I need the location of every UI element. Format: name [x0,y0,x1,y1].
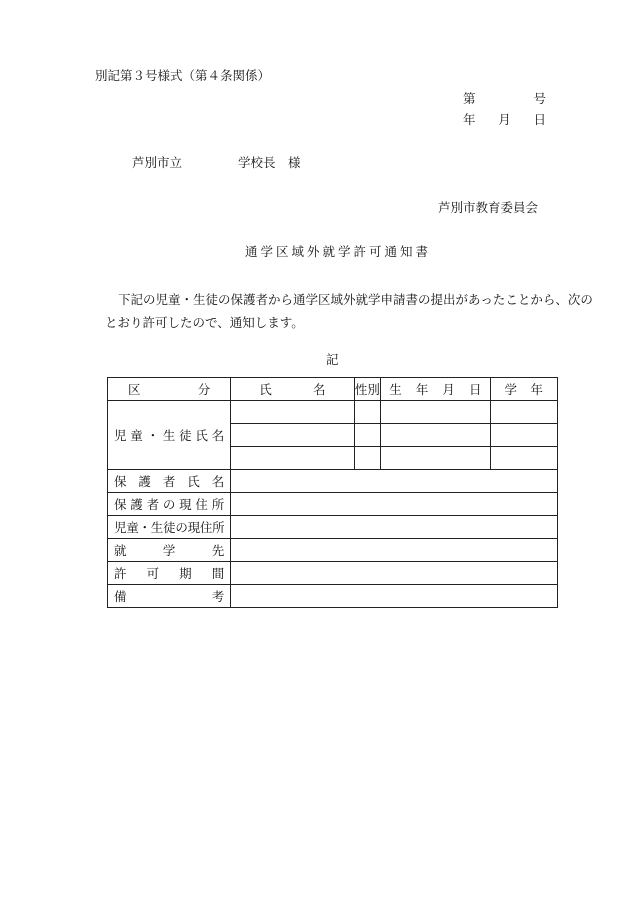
student-name-cell[interactable] [231,401,354,424]
date-year: 年 [463,112,476,127]
date-day: 日 [533,112,546,127]
body-line-2: とおり許可したので、通知します。 [105,315,304,330]
student-name-cell[interactable] [231,447,354,470]
details-table [107,377,558,608]
label-char: 現 [187,520,200,535]
header-char: 年 [415,382,429,397]
guardian-name-cell[interactable] [231,470,558,493]
label-char: 児 [114,520,127,535]
label-char: 所 [212,520,225,535]
document-title: 通学区域外就学許可通知書 [245,244,432,259]
label-char: 徒 [179,428,192,443]
header-category [108,378,231,401]
label-char: 許 [114,566,127,581]
addressee-city: 芦別市立 [132,155,183,170]
header-char: 学 [504,382,518,397]
label-char: 保 [114,474,127,489]
label-char: 児 [114,428,127,443]
guardian-address-cell[interactable] [231,493,558,516]
label-char: 名 [211,428,225,443]
student-row [108,401,558,424]
remarks-label [108,585,231,608]
label-char: 就 [114,543,127,558]
doc-number-prefix: 第 [463,91,476,106]
label-char: 護 [130,497,143,512]
form-label: 別記第３号様式（第４条関係） [95,68,271,83]
label-char: 生 [150,520,163,535]
school-label [108,539,231,562]
header-grade [490,378,557,401]
header-char: 分 [197,382,211,397]
header-char: 日 [469,382,482,397]
student-sex-cell[interactable] [354,447,381,470]
label-char: 生 [162,428,176,443]
student-sex-cell[interactable] [354,401,381,424]
label-char: 期 [179,566,192,581]
header-sex: 性別 [354,378,381,401]
student-birthdate-cell[interactable] [381,401,490,424]
student-grade-cell[interactable] [490,424,557,447]
student-grade-cell[interactable] [490,447,557,470]
student-name-label [108,401,231,470]
sender: 芦別市教育委員会 [438,200,539,215]
label-char: 氏 [187,474,200,489]
label-char: 所 [211,497,225,512]
header-name [231,378,354,401]
label-char: 可 [146,566,160,581]
header-char: 氏 [259,382,272,397]
permission-period-label [108,562,231,585]
label-char: 徒 [163,520,176,535]
guardian-address-row [108,493,558,516]
label-char: 護 [138,474,151,489]
student-grade-cell[interactable] [490,401,557,424]
label-char: 保 [114,497,127,512]
addressee-principal: 学校長 様 [238,155,301,170]
student-address-cell[interactable] [231,516,558,539]
permission-period-row [108,562,558,585]
header-char: 区 [128,382,141,397]
label-char: ・ [146,428,160,443]
permission-period-cell[interactable] [231,562,558,585]
guardian-name-label [108,470,231,493]
remarks-row [108,585,558,608]
document-number [463,93,546,106]
header-char: 年 [530,382,543,397]
label-char: 考 [211,589,225,604]
label-char: 童 [126,520,139,535]
label-char: 童 [130,428,143,443]
remarks-cell[interactable] [231,585,558,608]
document-date [463,114,546,127]
doc-number-suffix: 号 [533,91,546,106]
header-char: 生 [389,382,402,397]
label-char: 間 [211,566,225,581]
student-sex-cell[interactable] [354,424,381,447]
school-row [108,539,558,562]
label-char: 住 [195,497,208,512]
label-char: 先 [211,543,225,558]
label-char: ・ [138,520,151,535]
label-char: 者 [146,497,160,512]
ki-label: 記 [326,352,339,367]
label-char: 名 [211,474,225,489]
student-birthdate-cell[interactable] [381,424,490,447]
label-char: 現 [179,497,192,512]
label-char: の [162,497,176,512]
student-address-row [108,516,558,539]
student-birthdate-cell[interactable] [381,447,490,470]
guardian-name-row [108,470,558,493]
table-header-row [108,378,558,401]
label-char: 者 [162,474,176,489]
student-address-label [108,516,231,539]
header-char: 名 [312,382,326,397]
label-char: 住 [199,520,212,535]
label-char: の [175,520,188,535]
header-char: 月 [442,382,455,397]
header-birthdate [381,378,490,401]
label-char: 氏 [195,428,208,443]
guardian-address-label [108,493,231,516]
label-char: 備 [114,589,127,604]
label-char: 学 [162,543,176,558]
student-name-cell[interactable] [231,424,354,447]
date-month: 月 [498,112,511,127]
body-text [105,288,593,334]
body-line-1: 下記の児童・生徒の保護者から通学区域外就学申請書の提出があったことから、次の [118,292,593,307]
school-cell[interactable] [231,539,558,562]
